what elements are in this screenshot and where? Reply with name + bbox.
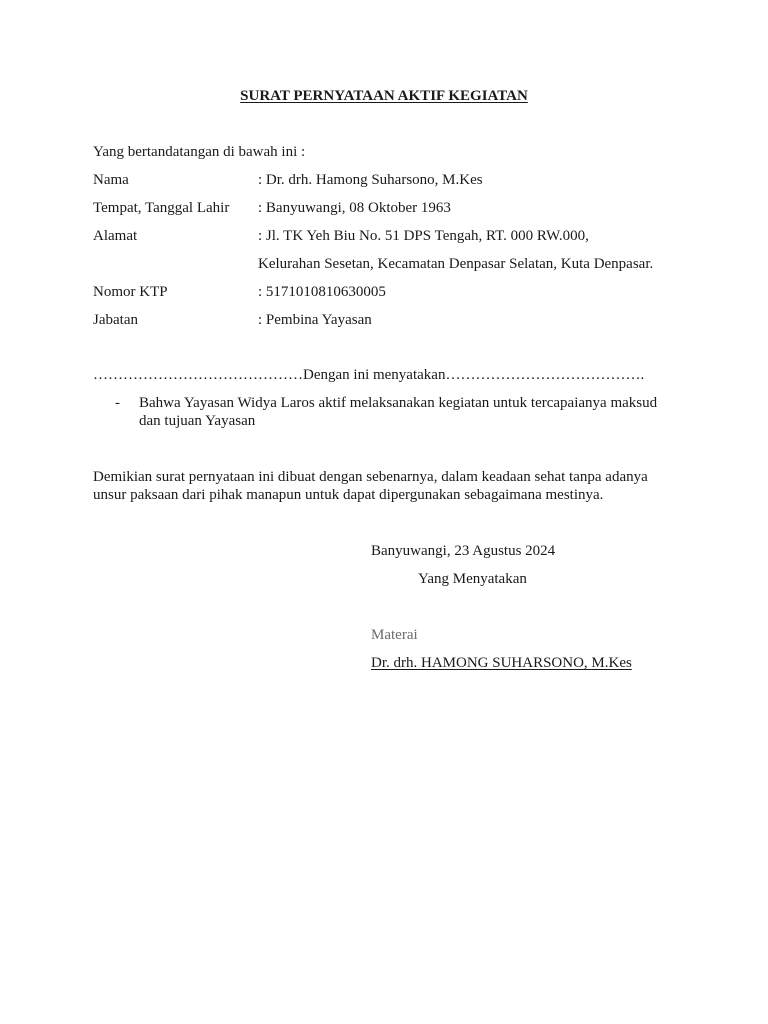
field-value-jabatan: : Pembina Yayasan	[258, 312, 372, 328]
bullet-text: Bahwa Yayasan Widya Laros aktif melaksanakan kegiatan untuk tercapaianya maksud dan tujuan Yayasan	[139, 395, 658, 429]
field-value-nama: : Dr. drh. Hamong Suharsono, M.Kes	[258, 172, 483, 188]
intro-text: Yang bertandatangan di bawah ini :	[93, 144, 306, 160]
signature-role: Yang Menyatakan	[418, 571, 527, 587]
stamp-label: Materai	[371, 627, 418, 643]
field-value-alamat-line1: : Jl. TK Yeh Biu No. 51 DPS Tengah, RT. 000 RW.000,	[258, 228, 589, 244]
field-value-alamat-line2: Kelurahan Sesetan, Kecamatan Denpasar Selatan, Kuta Denpasar.	[258, 256, 654, 272]
field-label-ktp: Nomor KTP	[93, 284, 168, 300]
field-value-ktp: : 5171010810630005	[258, 284, 386, 300]
document-title: SURAT PERNYATAAN AKTIF KEGIATAN	[240, 88, 528, 104]
field-label-jabatan: Jabatan	[93, 312, 138, 328]
bullet-marker: -	[115, 395, 120, 411]
field-label-nama: Nama	[93, 172, 129, 188]
signer-name: Dr. drh. HAMONG SUHARSONO, M.Kes	[371, 655, 632, 671]
statement-line: ……………………………………Dengan ini menyatakan………………………………….	[93, 367, 645, 383]
closing-paragraph: Demikian surat pernyataan ini dibuat dengan sebenarnya, dalam keadaan sehat tanpa adanya unsur paksaan dari pihak manapun untuk dapat dipergunakan sebagaimana mestinya.	[93, 469, 648, 503]
signature-place-date: Banyuwangi, 23 Agustus 2024	[371, 543, 556, 559]
field-label-ttl: Tempat, Tanggal Lahir	[93, 200, 230, 216]
field-label-alamat: Alamat	[93, 228, 138, 244]
field-value-ttl: : Banyuwangi, 08 Oktober 1963	[258, 200, 451, 216]
